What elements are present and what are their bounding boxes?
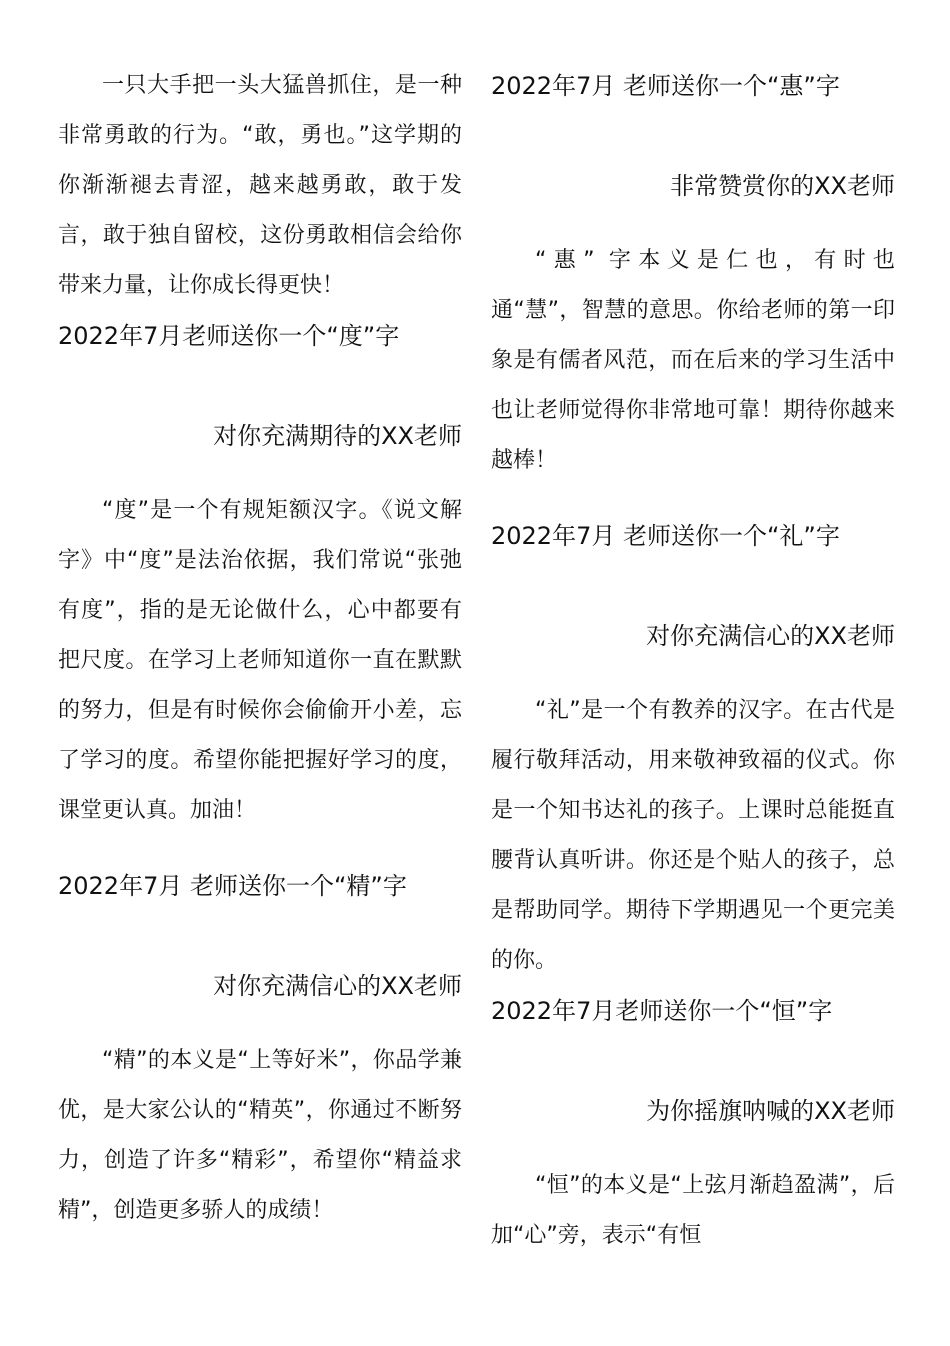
jing-heading: 2022年7月 老师送你一个“精”字 xyxy=(58,872,407,900)
hui-heading: 2022年7月 老师送你一个“惠”字 xyxy=(491,72,840,100)
du-signature: 对你充满期待的XX老师 xyxy=(213,422,462,450)
du-paragraph: “度”是一个有规矩额汉字。《说文解字》中“度”是法治依据，我们常说“张弛有度”，指的是无论做什么，心中都要有把尺度。在学习上老师知道你一直在默默的努力，但是有时候你会偷偷开小差，忘了学习的度。希望你能把握好学习的度，课堂更认真。加油！ xyxy=(58,498,462,823)
li-paragraph: “礼”是一个有教养的汉字。在古代是履行敬拜活动，用来敬神致福的仪式。你是一个知书达礼的孩子。上课时总能挺直腰背认真听讲。你还是个贴人的孩子，总是帮助同学。期待下学期遇见一个更完美的你。 xyxy=(491,698,895,973)
jing-paragraph: “精”的本义是“上等好米”，你品学兼优，是大家公认的“精英”，你通过不断努力，创造了许多“精彩”，希望你“精益求精”，创造更多骄人的成绩！ xyxy=(58,1048,462,1223)
du-heading: 2022年7月老师送你一个“度”字 xyxy=(58,322,400,350)
li-signature: 对你充满信心的XX老师 xyxy=(646,622,895,650)
heng-paragraph: “恒”的本义是“上弦月渐趋盈满”，后加“心”旁，表示“有恒 xyxy=(491,1173,895,1248)
hui-paragraph: “惠” 字本义是仁也，有时也通“慧”，智慧的意思。你给老师的第一印象是有儒者风范，而在后来的学习生活中也让老师觉得你非常地可靠！期待你越来越棒！ xyxy=(491,248,895,473)
hui-signature: 非常赞赏你的XX老师 xyxy=(670,172,895,200)
heng-heading: 2022年7月老师送你一个“恒”字 xyxy=(491,997,833,1025)
heng-signature: 为你摇旗呐喊的XX老师 xyxy=(646,1097,895,1125)
jing-signature: 对你充满信心的XX老师 xyxy=(213,972,462,1000)
li-heading: 2022年7月 老师送你一个“礼”字 xyxy=(491,522,840,550)
brave-paragraph: 一只大手把一头大猛兽抓住，是一种非常勇敢的行为。“敢，勇也。”这学期的你渐渐褪去青涩，越来越勇敢，敢于发言，敢于独自留校，这份勇敢相信会给你带来力量，让你成长得更快！ xyxy=(58,73,462,298)
